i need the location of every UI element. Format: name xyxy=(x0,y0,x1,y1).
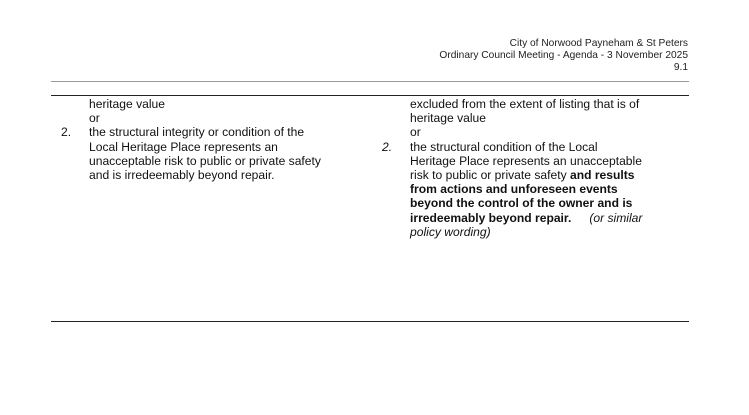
left-item-line: the structural integrity or condition of the xyxy=(89,125,305,140)
left-item-number: 2. xyxy=(61,125,72,140)
right-text-line: excluded from the extent of listing that is of xyxy=(410,97,640,111)
right-item-line xyxy=(410,225,642,239)
left-item-line: Local Heritage Place represents an xyxy=(89,139,278,154)
table-top-rule xyxy=(51,95,689,96)
right-item-line: Heritage Place represents an unacceptable xyxy=(410,153,642,168)
right-text-line: heritage value xyxy=(410,111,486,126)
right-item-bold-text: beyond the control of the owner and is xyxy=(410,196,633,211)
right-text-line: or xyxy=(410,125,421,140)
right-item-number: 2. xyxy=(382,139,393,154)
left-list-item xyxy=(61,125,321,182)
meeting-title: Ordinary Council Meeting - Agenda - 3 November 2025 xyxy=(439,50,688,61)
right-item-italic-text: policy wording) xyxy=(410,224,491,239)
right-item-line xyxy=(410,168,642,182)
right-item-line xyxy=(410,211,642,225)
item-number: 9.1 xyxy=(673,62,688,73)
left-item-line: unacceptable risk to public or private safety xyxy=(89,153,321,168)
right-item-bold-text: irredeemably beyond repair. xyxy=(410,210,572,225)
page-header xyxy=(439,38,688,74)
right-item-line xyxy=(410,182,642,196)
left-text-line: heritage value xyxy=(89,97,165,111)
header-divider xyxy=(51,81,689,82)
right-item-bold-text: and results xyxy=(569,167,635,182)
left-text-line: or xyxy=(89,111,100,126)
right-list-item xyxy=(382,139,643,239)
table-bottom-rule xyxy=(51,321,689,322)
organisation-name: City of Norwood Payneham & St Peters xyxy=(509,38,688,49)
right-item-line xyxy=(410,196,642,210)
left-column xyxy=(61,97,321,182)
right-item-line: the structural condition of the Local xyxy=(410,139,598,154)
right-column xyxy=(382,97,643,239)
left-item-line: and is irredeemably beyond repair. xyxy=(89,167,275,182)
right-item-italic-text: (or similar xyxy=(589,210,643,225)
right-item-bold-text: from actions and unforeseen events xyxy=(410,182,618,197)
right-item-plain-text: risk to public or private safety xyxy=(410,167,570,182)
